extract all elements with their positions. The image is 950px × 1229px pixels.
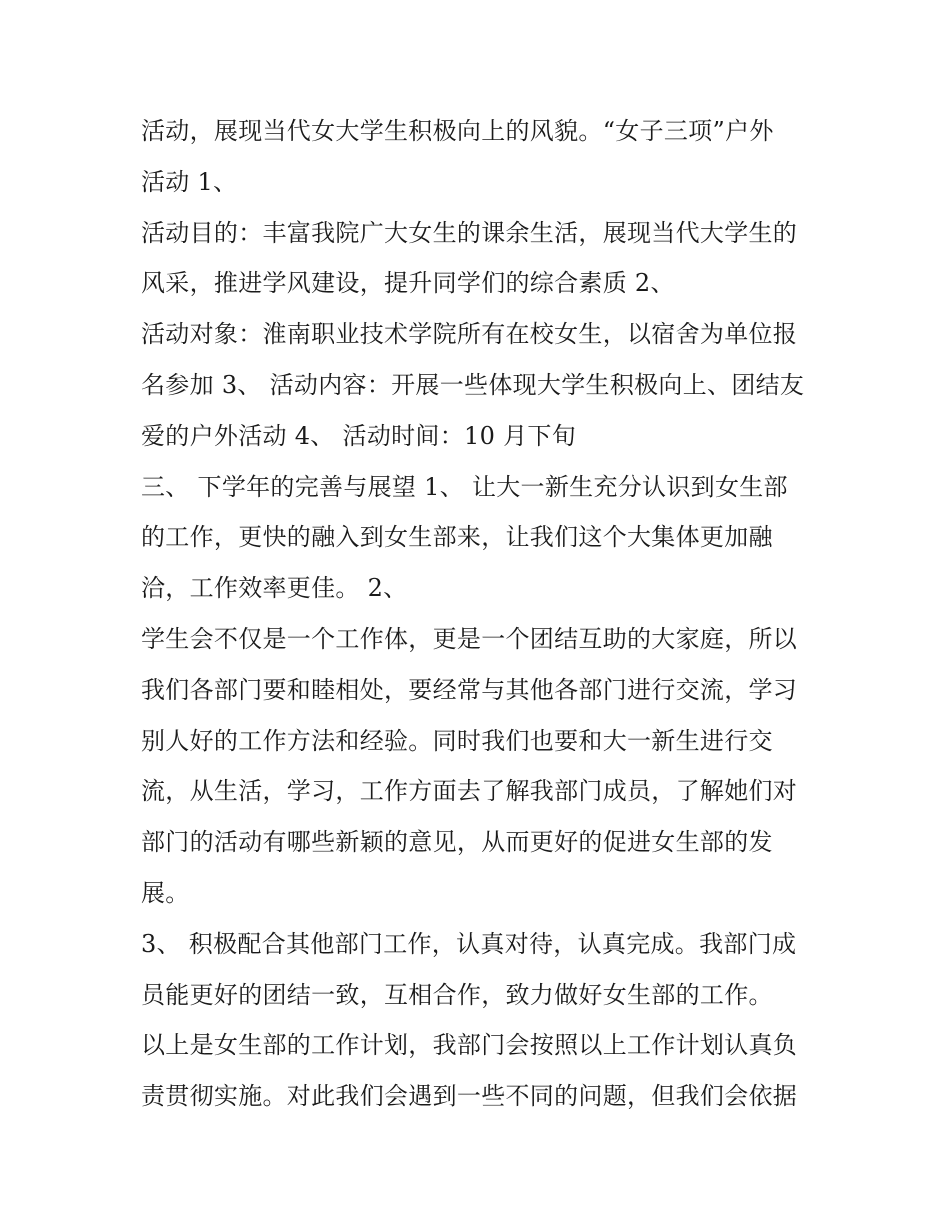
text-line: 3、 积极配合其他部门工作，认真对待，认真完成。我部门成 xyxy=(141,929,797,958)
text-line: 活动 1、 xyxy=(141,167,238,196)
text-line: 责贯彻实施。对此我们会遇到一些不同的问题，但我们会依据 xyxy=(141,1082,798,1111)
text-line: 活动对象：淮南职业技术学院所有在校女生，以宿舍为单位报 xyxy=(141,320,798,349)
text-line: 学生会不仅是一个工作体，更是一个团结互助的大家庭，所以 xyxy=(141,624,798,653)
text-line: 三、 下学年的完善与展望 1、 让大一新生充分认识到女生部 xyxy=(141,472,788,501)
text-line: 活动目的：丰富我院广大女生的课余生活，展现当代大学生的 xyxy=(141,218,798,247)
text-line: 别人好的工作方法和经验。同时我们也要和大一新生进行交 xyxy=(141,726,773,755)
text-line: 名参加 3、 活动内容：开展一些体现大学生积极向上、团结友 xyxy=(141,370,805,399)
document-body xyxy=(141,106,831,1122)
text-line: 员能更好的团结一致，互相合作，致力做好女生部的工作。 xyxy=(141,980,773,1009)
text-line: 活动，展现当代女大学生积极向上的风貌。“女子三项”户外 xyxy=(141,117,774,145)
text-line: 我们各部门要和睦相处，要经常与其他各部门进行交流，学习 xyxy=(141,675,798,704)
text-line: 流，从生活，学习，工作方面去了解我部门成员，了解她们对 xyxy=(141,777,798,806)
text-line: 洽，工作效率更佳。 2、 xyxy=(141,574,408,603)
text-line: 爱的户外活动 4、 活动时间：10 月下旬 xyxy=(141,421,576,450)
text-line: 展。 xyxy=(141,878,190,907)
text-line: 风采，推进学风建设，提升同学们的综合素质 2、 xyxy=(141,269,675,298)
text-line: 的工作，更快的融入到女生部来，让我们这个大集体更加融 xyxy=(141,523,773,552)
text-line: 以上是女生部的工作计划，我部门会按照以上工作计划认真负 xyxy=(141,1031,798,1060)
text-line: 部门的活动有哪些新颖的意见，从而更好的促进女生部的发 xyxy=(141,828,773,857)
